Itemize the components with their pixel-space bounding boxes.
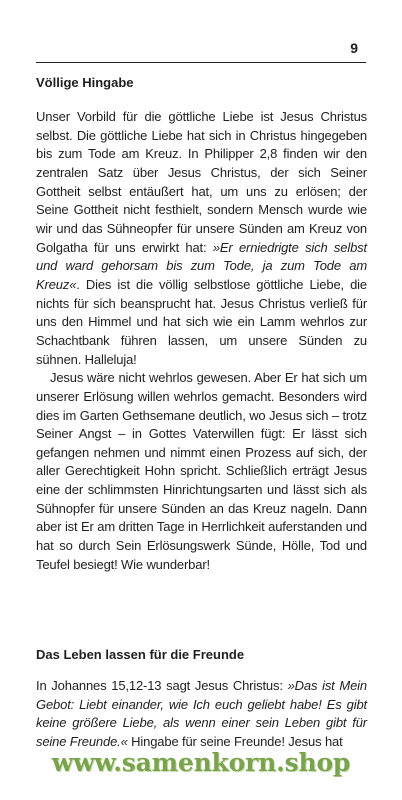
scripture-quote: »Das ist Mein Gebot: Liebt einander, wie Ich euch geliebt habe! Es gibt keine größere Liebe, als wenn einer sein Leben gibt für seine Freunde.« <box>36 678 367 749</box>
paragraph: Jesus wäre nicht wehrlos gewesen. Aber Er hat sich um unserer Erlösung willen wehrlos gemacht. Besonders wird dies im Garten Gethsemane deutlich, wo Jesus sich – trotz Seiner Angst – in Gottes Vaterwillen fügt: Er lässt sich gefangen nehmen und nimmt einen Prozess auf sich, der aller Gerechtigkeit Hohn spricht. Schließlich erträgt Jesus eine der schlimmsten Hinrichtungsarten und lässt sich als Sühnopfer für unsere Sünden an das Kreuz nageln. Dann aber ist Er am dritten Tage in Herrlichkeit auferstanden und hat so durch Sein Erlösungswerk Sünde, Hölle, Tod und Teufel besiegt! Wie wunderbar! <box>36 370 367 572</box>
paragraph-text: Hingabe für seine Freunde! Jesus hat <box>127 733 343 749</box>
paragraph <box>36 677 367 752</box>
paragraph <box>36 108 367 369</box>
section-voellige-hingabe <box>36 74 367 574</box>
header-rule <box>36 62 366 63</box>
page-number: 9 <box>350 40 358 56</box>
paragraph-text: . Dies ist die völlig selbstlose göttliche Liebe, die nichts für sich beansprucht hat. Jesus Christus verließ für uns den Himmel und hat sich wie ein Lamm wehrlos zur Schachtbank führen lassen, um unsere Sünden zu sühnen. Halleluja! <box>36 276 367 367</box>
watermark: www.samenkorn.shop <box>51 748 351 777</box>
scripture-quote: »Er erniedrigte sich selbst und ward gehorsam bis zum Tode, ja zum Tode am Kreuz« <box>36 239 367 292</box>
paragraph-text: In Johannes 15,12-13 sagt Jesus Christus: <box>36 678 288 693</box>
paragraph-text: Unser Vorbild für die göttliche Liebe ist Jesus Christus selbst. Die göttliche Liebe hat sich in Christus hingegeben bis zum Tode am Kreuz. In Philipper 2,8 finden wir den zentralen Satz über Jesus Christus, der sich Seiner Gottheit selbst entäußert hat, um uns zu erlösen; der Seine Gottheit nicht festhielt, sondern Mensch wurde wie wir und das Sühneopfer für unsere Sünden am Kreuz von Golgatha für uns erwirkt hat: <box>36 109 367 255</box>
section-heading: Das Leben lassen für die Freunde <box>36 647 245 662</box>
section-heading: Völlige Hingabe <box>36 75 134 90</box>
section-leben-lassen <box>36 646 367 752</box>
